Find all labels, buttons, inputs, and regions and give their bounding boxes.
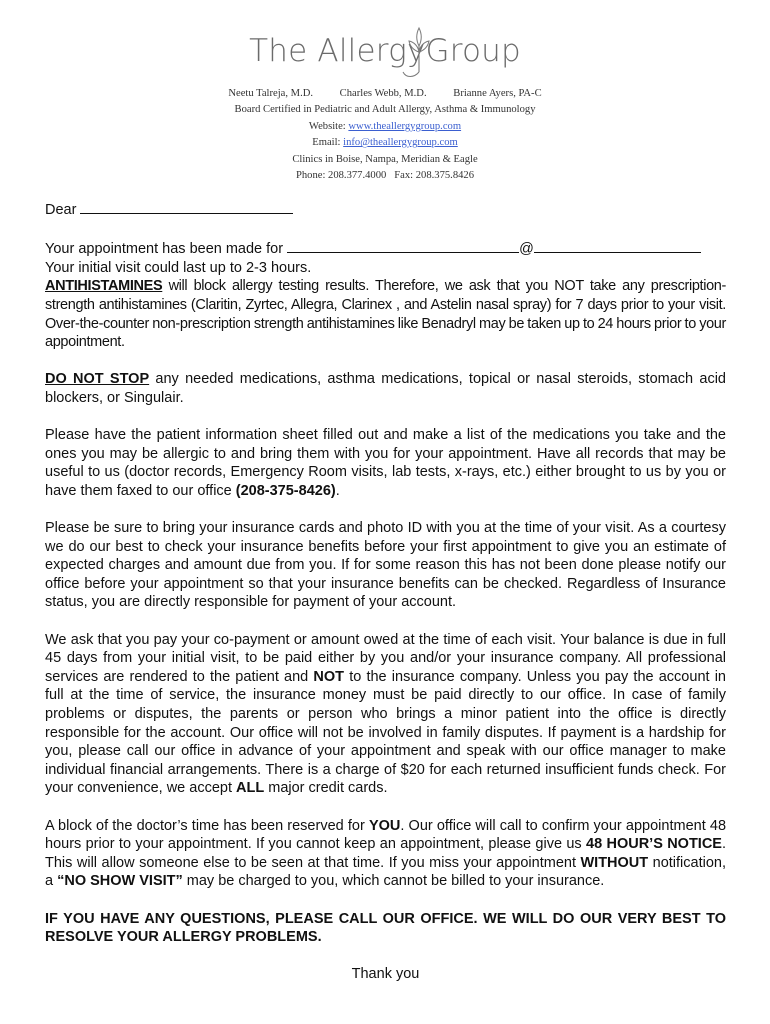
initial-visit-note: Your initial visit could last up to 2-3 hours. bbox=[45, 259, 312, 276]
email-label: Email: bbox=[312, 137, 341, 149]
payment-text: to the insurance company. Unless you pay the account in full at the time of service, the insurance money must be paid directly to our office. In case of family problems or disputes, the parents or person who brings a minor patient into the office is directly responsible for the account. Our office will not be involved in family disputes. If payment is a hardship for you, please call our office in advance of your appointment and speak with our office manager to make individual financial arrangements. There is a charge of $20 for each returned insufficient funds check. For your convenience, we accept bbox=[45, 668, 726, 797]
contact-line bbox=[0, 168, 770, 184]
payment-not-emphasis: NOT bbox=[313, 668, 345, 685]
payment-paragraph bbox=[45, 631, 726, 798]
questions-notice: IF YOU HAVE ANY QUESTIONS, PLEASE CALL OUR OFFICE. WE WILL DO OUR VERY BEST TO RESOLVE YOUR ALLERGY PROBLEMS. bbox=[45, 910, 726, 946]
email-link[interactable]: info@theallergygroup.com bbox=[343, 137, 458, 149]
do-not-stop-text: any needed medications, asthma medications, topical or nasal steroids, stomach acid blockers, or Singulair. bbox=[45, 371, 726, 406]
insurance-paragraph: Please be sure to bring your insurance cards and photo ID with you at the time of your visit. As a courtesy we do our best to check your insurance benefits before your first appointment to give you an estimate of expected charges and amount due from you. If for some reason this has not been done please notify our office before your appointment so that your insurance benefits can be checked. Regardless of Insurance status, you are directly responsible for payment of your account. bbox=[45, 520, 726, 611]
staff-list bbox=[0, 86, 770, 102]
reservation-text: may be charged to you, which cannot be billed to your insurance. bbox=[182, 873, 605, 890]
wheat-stalk-icon bbox=[389, 22, 449, 82]
patient-info-text: Please have the patient information sheet filled out and make a list of the medications you take and the ones you may be allergic to and bring them with you for your appointment. Have all records that may be useful to us (doctor records, Emergency Room visits, lab tests, x-rays, etc.) either brought to us by you or have them faxed to our office bbox=[45, 427, 726, 499]
website-link[interactable]: www.theallergygroup.com bbox=[348, 120, 462, 132]
payment-text: We ask that you pay your co-payment or amount owed at the time of each visit. Your balance is due in full 45 days from your initial visit, to be paid either by you and/or your insurance company. All professional services are rendered to the patient and bbox=[45, 631, 726, 685]
appointment-line bbox=[45, 238, 726, 259]
patient-info-paragraph bbox=[45, 426, 726, 500]
antihistamines-text: will block allergy testing results. Therefore, we ask that you NOT take any prescription-strength antihistamines (Claritin, Zyrtec, Allegra, Clarinex , and Astelin nasal spray) for 7 days prior to your visit. Over-the-counter non-prescription strength antihistamines like Benadryl may be taken up to 24 hours prior to your appointment. bbox=[45, 278, 726, 351]
antihistamines-paragraph bbox=[45, 277, 726, 351]
reservation-paragraph bbox=[45, 817, 726, 891]
appointment-time-field[interactable] bbox=[534, 238, 701, 253]
closing: Thank you bbox=[351, 966, 420, 983]
certification: Board Certified in Pediatric and Adult Allergy, Asthma & Immunology bbox=[234, 104, 536, 116]
logo-text: The AllergyGroup bbox=[249, 33, 521, 69]
website-line bbox=[0, 119, 770, 135]
reservation-text: notification, a bbox=[45, 854, 726, 890]
fax-number: Fax: 208.375.8426 bbox=[394, 170, 475, 182]
antihistamines-heading: ANTIHISTAMINES bbox=[45, 278, 163, 295]
reservation-text: A block of the doctor’s time has been reserved for bbox=[45, 817, 369, 834]
do-not-stop-paragraph bbox=[45, 370, 726, 407]
you-emphasis: YOU bbox=[368, 817, 401, 834]
letterhead bbox=[0, 20, 770, 184]
period: . bbox=[335, 482, 340, 499]
without-emphasis: WITHOUT bbox=[580, 854, 649, 871]
no-show-emphasis: “NO SHOW VISIT” bbox=[57, 873, 183, 890]
at-symbol: @ bbox=[519, 241, 534, 258]
phone-number: Phone: 208.377.4000 bbox=[295, 170, 387, 182]
payment-all-emphasis: ALL bbox=[236, 780, 265, 797]
staff-name: Charles Webb, M.D. bbox=[339, 88, 427, 99]
email-line bbox=[0, 135, 770, 151]
salutation bbox=[45, 199, 726, 220]
do-not-stop-heading: DO NOT STOP bbox=[45, 371, 150, 388]
reservation-text: . Our office will call to confirm your appointment 48 hours prior to your appointment. If you cannot keep an appointment, please give us bbox=[45, 817, 727, 853]
logo bbox=[249, 20, 521, 82]
reservation-text: . This will allow someone else to be seen at that time. If you miss your appointment bbox=[45, 836, 726, 871]
appointment-label: Your appointment has been made for bbox=[45, 241, 284, 258]
appointment-date-field[interactable] bbox=[287, 238, 519, 253]
staff-name: Neetu Talreja, M.D. bbox=[228, 88, 314, 99]
office-fax-number: (208-375-8426) bbox=[235, 482, 336, 499]
website-label: Website: bbox=[308, 120, 346, 132]
staff-name: Brianne Ayers, PA-C bbox=[453, 88, 542, 99]
letter-body bbox=[45, 199, 726, 1003]
payment-text: major credit cards. bbox=[264, 780, 388, 797]
patient-name-field[interactable] bbox=[80, 199, 293, 214]
clinics-line: Clinics in Boise, Nampa, Meridian & Eagle bbox=[292, 153, 478, 165]
notice-emphasis: 48 HOUR’S NOTICE bbox=[586, 836, 722, 853]
dear-label: Dear bbox=[45, 202, 77, 218]
